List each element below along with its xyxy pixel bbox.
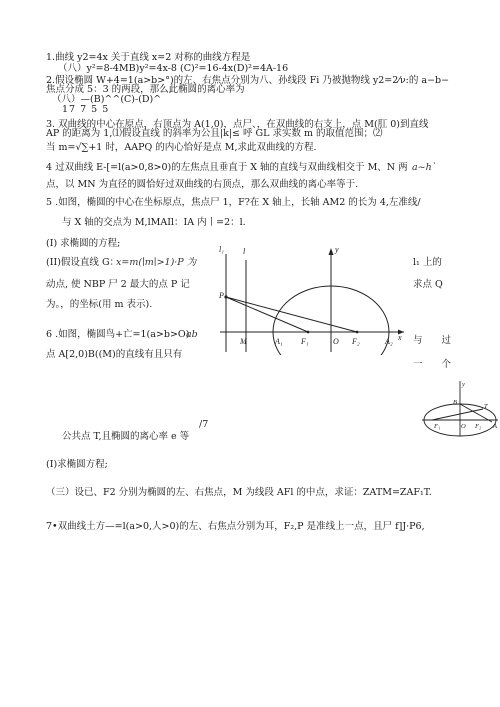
fig1-label-o: O xyxy=(333,337,339,346)
fig2-label-a: A xyxy=(493,423,497,430)
q7-line: 7•双曲线土方—=l(a>0,人>0)的左、右焦点分别为耳，F₂,P 是准线上一点，且尸 f]J·P6, xyxy=(46,521,425,532)
fig2-label-t: T xyxy=(484,403,488,410)
fig1-label-a1: A₁ xyxy=(275,337,283,346)
q2-choices: （八）—(B)^^(C)-(D)^ xyxy=(52,94,162,105)
fig2-label-f2: F₂ xyxy=(475,423,482,430)
q5-part2-right: l₁ 上的 xyxy=(413,257,442,268)
q5-line5: 动点, 使 NBP 尸 2 最大的点 P 记 xyxy=(46,279,190,290)
q6-right2: 一 个 xyxy=(413,359,460,370)
q5-part2-head: (II)假设直线 G： xyxy=(46,257,120,268)
fig2-label-y: y xyxy=(462,381,465,388)
q6-line2: 点 A[2,0)B((M)的直线有且只有 xyxy=(46,349,183,360)
fig2-label-b: B xyxy=(453,399,457,406)
q5-line1: 5 .如图，椭圆的中心在坐标原点，焦点尸 1，F?在 X 轴上，长轴 AM2 的长为 4,左准线/ xyxy=(46,197,421,208)
q1-stem: 1.曲线 y2=4x 关于直线 x=2 对称的曲线方程是 xyxy=(46,52,251,63)
q6-part1: (I)求椭圆方程; xyxy=(46,459,108,470)
q5-line2: 与 X 轴的交点为 M,lMAIl：IA 内丨=2：l. xyxy=(62,217,246,228)
q5-part1: (I) 求椭圆的方程; xyxy=(46,238,121,249)
fig1-label-y: y xyxy=(335,245,339,254)
q2-denominators: 17 7 5 5 xyxy=(62,104,110,115)
ellipse-figure-2 xyxy=(420,378,500,438)
fig2-label-o: O xyxy=(461,423,466,430)
fig1-label-f1: F₁ xyxy=(301,337,309,346)
q4-line1-tail: a~h` xyxy=(412,162,437,173)
q5-line5-right: 求点 Q xyxy=(413,279,443,290)
q2-line1: 2.假设椭圆 W+4=1(a>b>°)的左、右焦点分别为八、孙线段 Fi 乃被抛物线 y2=2⁄ν:的 a−b− xyxy=(46,75,450,86)
fig1-label-f2: F₂ xyxy=(352,337,360,346)
ellipse-figure xyxy=(218,240,408,355)
q6-line1-tail: ab xyxy=(186,329,198,340)
q3-line3: 当 m=√∑+1 时，AAPQ 的内心恰好是点 M,求此双曲线的方程. xyxy=(46,142,317,153)
fig1-label-l: l xyxy=(243,247,246,256)
q5-part2-formula: x=m(∣m∣>1)·P 为 xyxy=(116,257,197,268)
q4-line2: 点，以 MN 为直径的圆恰好过双曲线的右顶点，那么双曲线的离心率等于. xyxy=(46,179,359,190)
q6-line3: 公共点 T,且椭圆的离心率 e 等 xyxy=(62,431,190,442)
fig1-label-l1: l₁ xyxy=(219,245,225,254)
fig1-label-m: M xyxy=(240,337,247,346)
fig2-label-f1: F₁ xyxy=(434,423,441,430)
fig1-label-x: x xyxy=(398,333,402,342)
q1-choices: （八）y²=8-4MB)y²=4x-8 (C)²=16-4x(D)²=4A-16 xyxy=(58,63,289,74)
q3-line1: 3. 双曲线的中心在原点，右顶点为 A(1,0)，点尸、，在双曲线的右支上，点 M(肛 0)到直线 xyxy=(46,119,429,130)
fig1-label-p: P xyxy=(219,291,224,300)
fig1-label-a2: A₂ xyxy=(385,337,393,346)
q6-right1: 与 过 xyxy=(413,335,460,346)
q2-line2: 焦点分成 5：3 的两段，那么此椭圆的离心率为 xyxy=(46,84,245,95)
q6-line1: 6 .如图，椭圆鸟+亡=1(a>b>O) xyxy=(46,329,190,340)
q6-fraction-mark: /7 xyxy=(199,419,209,430)
q5-line6: 为。，的坐标(用 m 表示). xyxy=(46,299,153,310)
q4-line1: 4 过双曲线 E-[=l(a>0,8>0)的左焦点且垂直于 X 轴的直线与双曲线相交于 M、N 两 xyxy=(46,162,408,173)
q3-line2: AP 的距离为 1,⑴假设直线 的斜率为公且|k|≤ 呼 GL 求实数 m 的取值范围；⑵ xyxy=(46,128,383,139)
section3-line: （三）设已、F2 分别为椭圆的左、右焦点，M 为线段 AFl 的中点，求证：ZATM=ZAF₁T. xyxy=(46,487,432,498)
